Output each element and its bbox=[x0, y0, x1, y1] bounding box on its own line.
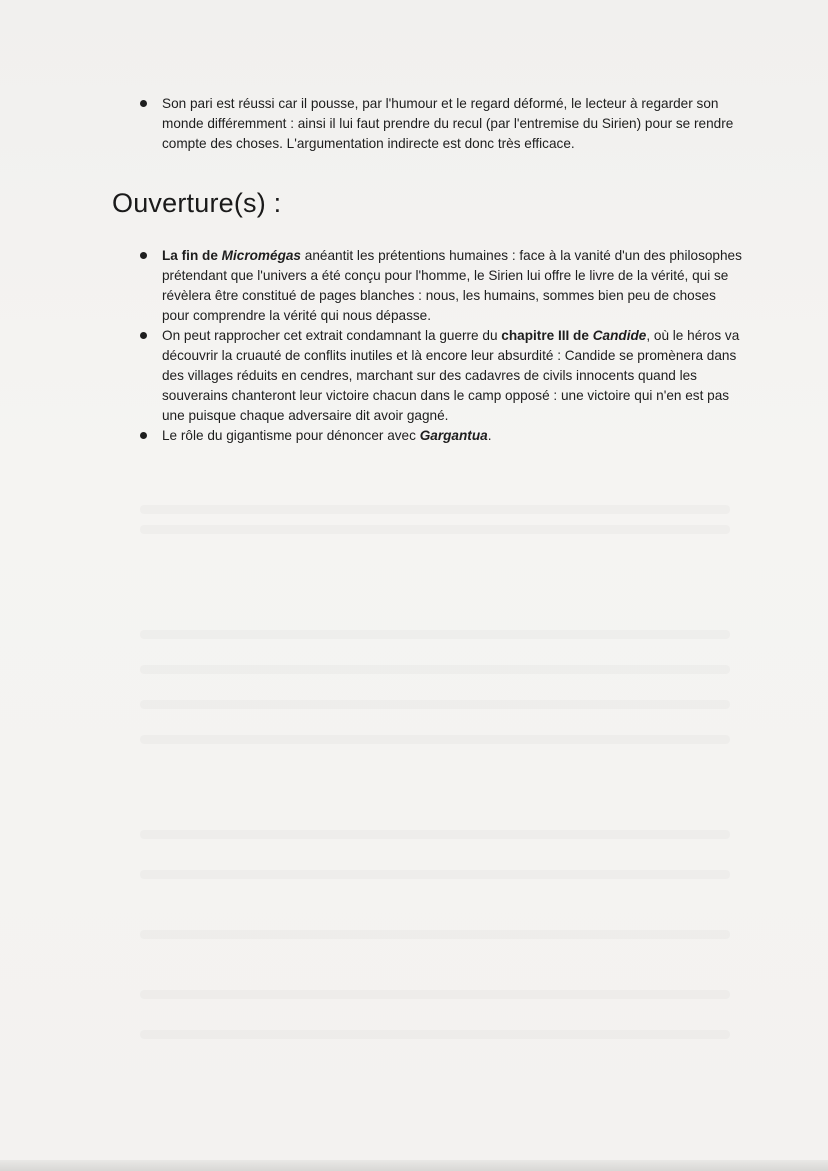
work-title: Gargantua bbox=[419, 428, 488, 443]
list-item bbox=[162, 326, 742, 426]
bleed-through-line bbox=[140, 990, 730, 999]
list-item bbox=[162, 426, 742, 446]
bullet-bold-lead: La fin de bbox=[162, 248, 222, 263]
chapter-reference: chapitre III de bbox=[501, 328, 593, 343]
bullet-icon bbox=[140, 100, 147, 107]
bleed-through-line bbox=[140, 525, 730, 534]
ouverture-bullet-list bbox=[162, 246, 742, 446]
bleed-through-line bbox=[140, 830, 730, 839]
bullet-icon bbox=[140, 252, 147, 259]
list-item bbox=[162, 94, 742, 154]
conclusion-bullet-list bbox=[162, 94, 742, 154]
bleed-through-line bbox=[140, 930, 730, 939]
bleed-through-line bbox=[140, 505, 730, 514]
bullet-text: Son pari est réussi car il pousse, par l'humour et le regard déformé, le lecteur à regarder son monde différemment : ainsi il lui faut prendre du recul (par l'entremise du Sirien) pour se rendre compte des choses. L'argumentation indirecte est donc très efficace. bbox=[162, 96, 734, 151]
bleed-through-line bbox=[140, 1030, 730, 1039]
bleed-through-line bbox=[140, 870, 730, 879]
work-title: Candide bbox=[592, 328, 647, 343]
work-title: Micromégas bbox=[221, 248, 301, 263]
bullet-text: , où le héros va découvrir la cruauté de conflits inutiles et là encore leur absurdité : Candide se promènera dans des villages réduits en cendres, marchant sur des cadavres de civils innocents quand les souverains chanteront leur victoire chacun dans le camp opposé : une victoire qui n'en est pas une puisque chaque adversaire dit avoir gagné. bbox=[162, 328, 740, 423]
bullet-icon bbox=[140, 332, 147, 339]
bullet-text: . bbox=[487, 428, 492, 443]
bullet-text: Le rôle du gigantisme pour dénoncer avec bbox=[162, 428, 420, 443]
bullet-icon bbox=[140, 432, 147, 439]
bleed-through-line bbox=[140, 665, 730, 674]
bullet-text: anéantit les prétentions humaines : face à la vanité d'un des philosophes prétendant que l'univers a été conçu pour l'homme, le Sirien lui offre le livre de la vérité, qui se révèlera être constitué de pages blanches : nous, les humains, sommes bien peu de choses pour comprendre la vérité qui nous dépasse. bbox=[162, 248, 742, 323]
section-heading: Ouverture(s) : bbox=[112, 188, 282, 218]
bleed-through-line bbox=[140, 700, 730, 709]
list-item bbox=[162, 246, 742, 326]
bullet-text: On peut rapprocher cet extrait condamnant la guerre du bbox=[162, 328, 502, 343]
bleed-through-line bbox=[140, 630, 730, 639]
bleed-through-line bbox=[140, 735, 730, 744]
page-bottom-edge bbox=[0, 1160, 828, 1171]
